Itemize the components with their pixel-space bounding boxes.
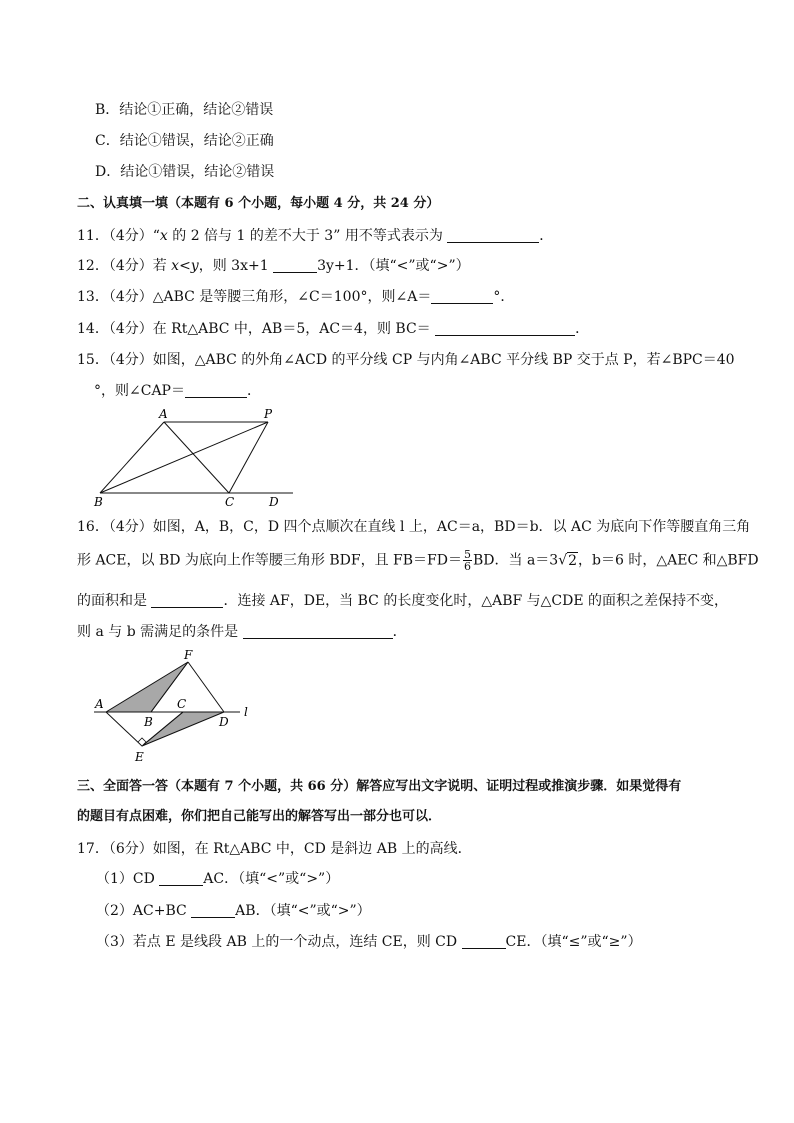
option-c: C．结论①错误，结论②正确	[95, 133, 274, 149]
sqrt-radicand: 2	[568, 552, 578, 569]
question-15-line2: °，则∠CAP＝ ．	[94, 383, 261, 399]
question-12: 12．（4分）若 x<y，则 3x+1 3y+1．（填“<”或“>”）	[77, 258, 470, 274]
section-3-heading-line1: 三、全面答一答（本题有 7 个小题，共 66 分）解答应写出文字说明、证明过程或推演步骤．如果觉得有	[77, 779, 682, 794]
question-14: 14．（4分）在 Rt△ABC 中，AB＝5，AC＝4，则 BC＝ ．	[77, 321, 590, 337]
question-16-line2: 形 ACE，以 BD 为底向上作等腰三角形 BDF，且 FB＝FD＝ $\frac{5}{6}$ BD．当 a＝3√2，b＝6 时，△AEC 和△BFD	[77, 548, 759, 573]
label-a: A	[159, 407, 168, 421]
segment-cp	[229, 422, 268, 493]
label-b: B	[144, 715, 153, 729]
label-a: A	[95, 697, 104, 711]
label-c: C	[225, 495, 235, 509]
segment-ab	[100, 422, 164, 493]
section-3-heading-line2: 的题目有点困难，你们把自己能写出的解答写出一部分也可以．	[77, 809, 442, 824]
answer-blank[interactable]	[185, 383, 247, 398]
question-17-part2: （2）AC+BC AB．（填“<”或“>”）	[96, 903, 371, 919]
question-17-part1: （1）CD AC．（填“<”或“>”）	[96, 871, 340, 887]
answer-blank[interactable]	[243, 624, 393, 639]
label-p: P	[264, 407, 273, 421]
answer-blank[interactable]	[159, 871, 203, 886]
segment-bp	[100, 422, 268, 493]
option-b: B．结论①正确，结论②错误	[95, 102, 274, 118]
answer-blank[interactable]	[462, 934, 506, 949]
label-e: E	[135, 750, 144, 763]
triangle-abf-shaded	[106, 662, 188, 712]
segment-ae	[106, 712, 142, 746]
answer-blank[interactable]	[191, 903, 235, 918]
option-d: D．结论①错误，结论②错误	[95, 164, 275, 180]
triangle-cde-shaded	[142, 712, 224, 746]
answer-blank[interactable]	[151, 593, 223, 608]
question-11: 11．（4分）“x 的 2 倍与 1 的差不大于 3” 用不等式表示为 ．	[77, 228, 554, 244]
section-2-heading: 二、认真填一填（本题有 6 个小题，每小题 4 分，共 24 分）	[77, 196, 440, 211]
answer-blank[interactable]	[447, 228, 539, 243]
segment-ac	[164, 422, 229, 493]
question-16-line1: 16．（4分）如图，A，B，C，D 四个点顺次在直线 l 上，AC＝a，BD＝b．以 AC 为底向下作等腰直角三角	[77, 519, 751, 535]
fraction-five-sixths: $\frac{5}{6}$	[463, 548, 471, 573]
figure-q16	[90, 648, 265, 763]
figure-q15	[88, 404, 300, 512]
question-16-line3: 的面积和是 ．连接 AF，DE，当 BC 的长度变化时，△ABF 与△CDE 的面积之差保持不变，	[77, 593, 729, 609]
label-d: D	[269, 495, 279, 509]
question-16-line4: 则 a 与 b 需满足的条件是 ．	[77, 624, 407, 640]
answer-blank[interactable]	[435, 321, 575, 336]
label-d: D	[219, 715, 229, 729]
label-l: l	[244, 705, 248, 719]
label-b: B	[94, 495, 103, 509]
question-15-line1: 15．（4分）如图，△ABC 的外角∠ACD 的平分线 CP 与内角∠ABC 平分线 BP 交于点 P，若∠BPC＝40	[77, 352, 735, 368]
question-13: 13．（4分）△ABC 是等腰三角形，∠C＝100°，则∠A＝ °．	[77, 289, 515, 305]
answer-blank[interactable]	[431, 289, 493, 304]
label-c: C	[177, 697, 187, 711]
question-17-stem: 17．（6分）如图，在 Rt△ABC 中，CD 是斜边 AB 上的高线．	[77, 841, 472, 857]
segment-fd	[188, 662, 224, 712]
label-f: F	[184, 648, 193, 662]
answer-blank[interactable]	[273, 258, 317, 273]
question-17-part3: （3）若点 E 是线段 AB 上的一个动点，连结 CE，则 CD CE．（填“≤”或“≥”）	[96, 934, 642, 950]
